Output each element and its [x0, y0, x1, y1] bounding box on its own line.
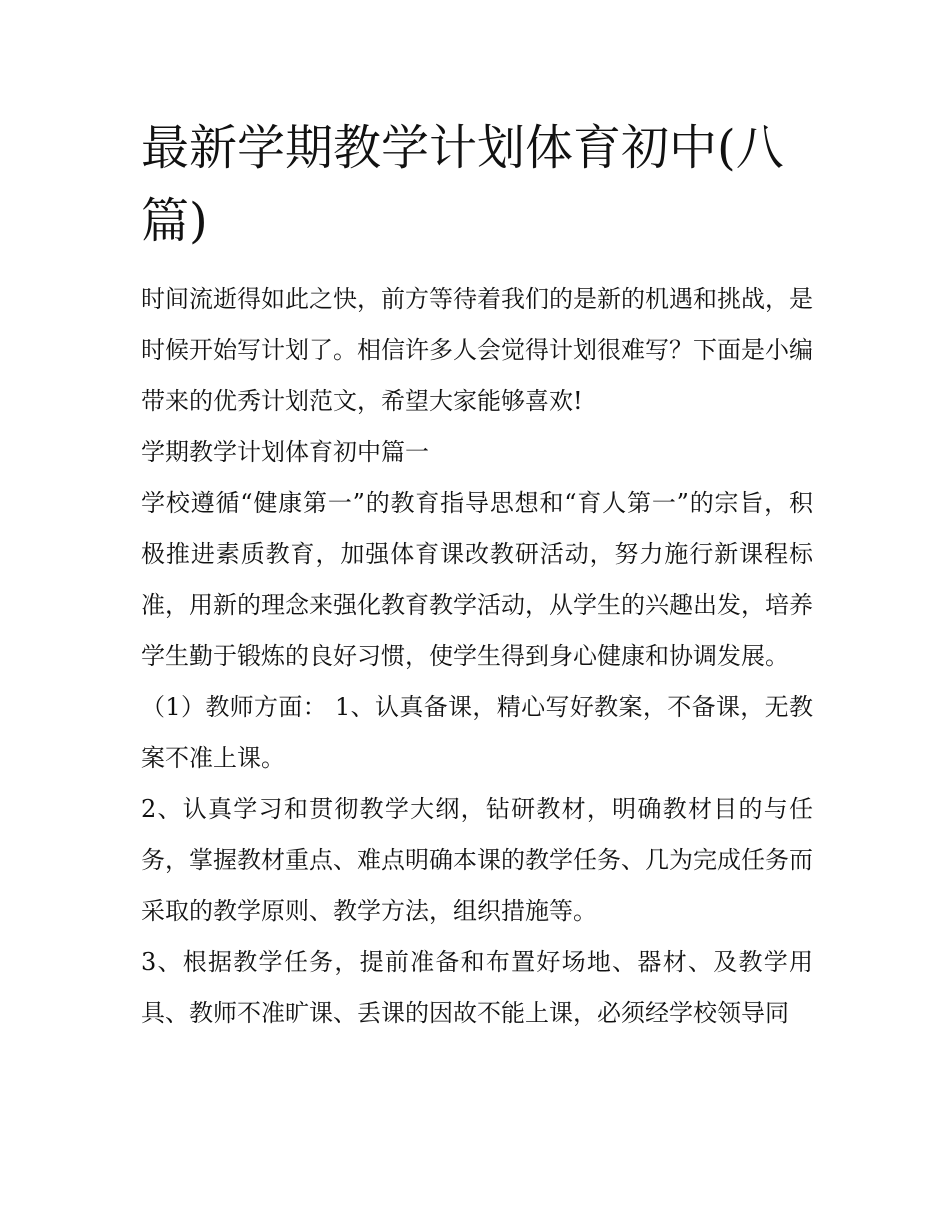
document-title: 最新学期教学计划体育初中(八篇) [141, 120, 784, 249]
body-paragraph: 学校遵循“健康第一”的教育指导思想和“育人第一”的宗旨，积极推进素质教育，加强体育课改教研活动，努力施行新课程标准，用新的理念来强化教育教学活动，从学生的兴趣出发，培养学生勤于锻炼的良好习惯，使学生得到身心健康和协调发展。 [141, 489, 813, 670]
document-body [141, 112, 813, 1039]
intro-paragraph: 时间流逝得如此之快，前方等待着我们的是新的机遇和挑战，是时候开始写计划了。相信许多人会觉得计划很难写？下面是小编带来的优秀计划范文，希望大家能够喜欢! [141, 285, 813, 415]
body-paragraph: （1）教师方面： 1、认真备课，精心写好教案，不备课，无教案不准上课。 [141, 693, 813, 772]
section-heading: 学期教学计划体育初中篇一 [141, 438, 429, 466]
body-paragraph: 2、认真学习和贯彻教学大纲，钻研教材，明确教材目的与任务，掌握教材重点、难点明确本课的教学任务、几为完成任务而采取的教学原则、教学方法，组织措施等。 [141, 795, 813, 925]
body-paragraph: 3、根据教学任务，提前准备和布置好场地、器材、及教学用具、教师不准旷课、丢课的因故不能上课，必须经学校领导同 [141, 948, 813, 1027]
